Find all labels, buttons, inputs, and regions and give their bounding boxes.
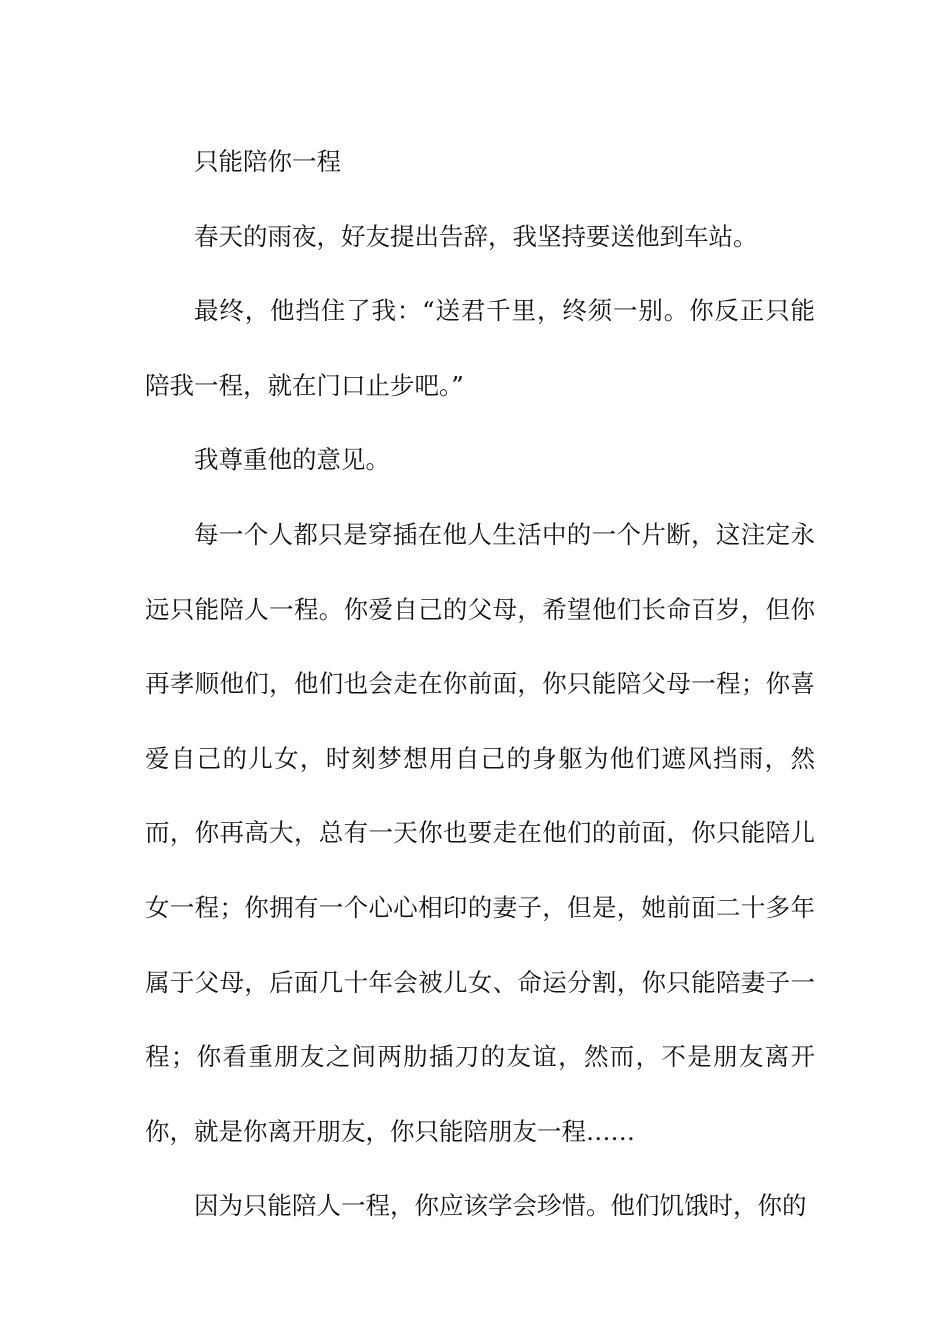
- article-body: [145, 125, 815, 1244]
- paragraph: 因为只能陪人一程，你应该学会珍惜。他们饥饿时，你的: [194, 1191, 807, 1221]
- paragraph: 最终，他挡住了我：“送君千里，终须一别。你反正只能陪我一程，就在门口止步吧。”: [145, 296, 815, 400]
- paragraph: 我尊重他的意见。: [194, 445, 390, 475]
- paragraph: 每一个人都只是穿插在他人生活中的一个片断，这注定永远只能陪人一程。你爱自己的父母，希望他们长命百岁，但你再孝顺他们，他们也会走在你前面，你只能陪父母一程；你喜爱自己的儿女，时刻梦想用自己的身躯为他们遮风挡雨，然而，你再高大，总有一天你也要走在他们的前面，你只能陪儿女一程；你拥有一个心心相印的妻子，但是，她前面二十多年属于父母，后面几十年会被儿女、命运分割，你只能陪妻子一程；你看重朋友之间两肋插刀的友谊，然而，不是朋友离开你，就是你离开朋友，你只能陪朋友一程……: [145, 519, 815, 1146]
- paragraph: 春天的雨夜，好友提出告辞，我坚持要送他到车站。: [194, 221, 758, 251]
- article-title: 只能陪你一程: [194, 147, 341, 176]
